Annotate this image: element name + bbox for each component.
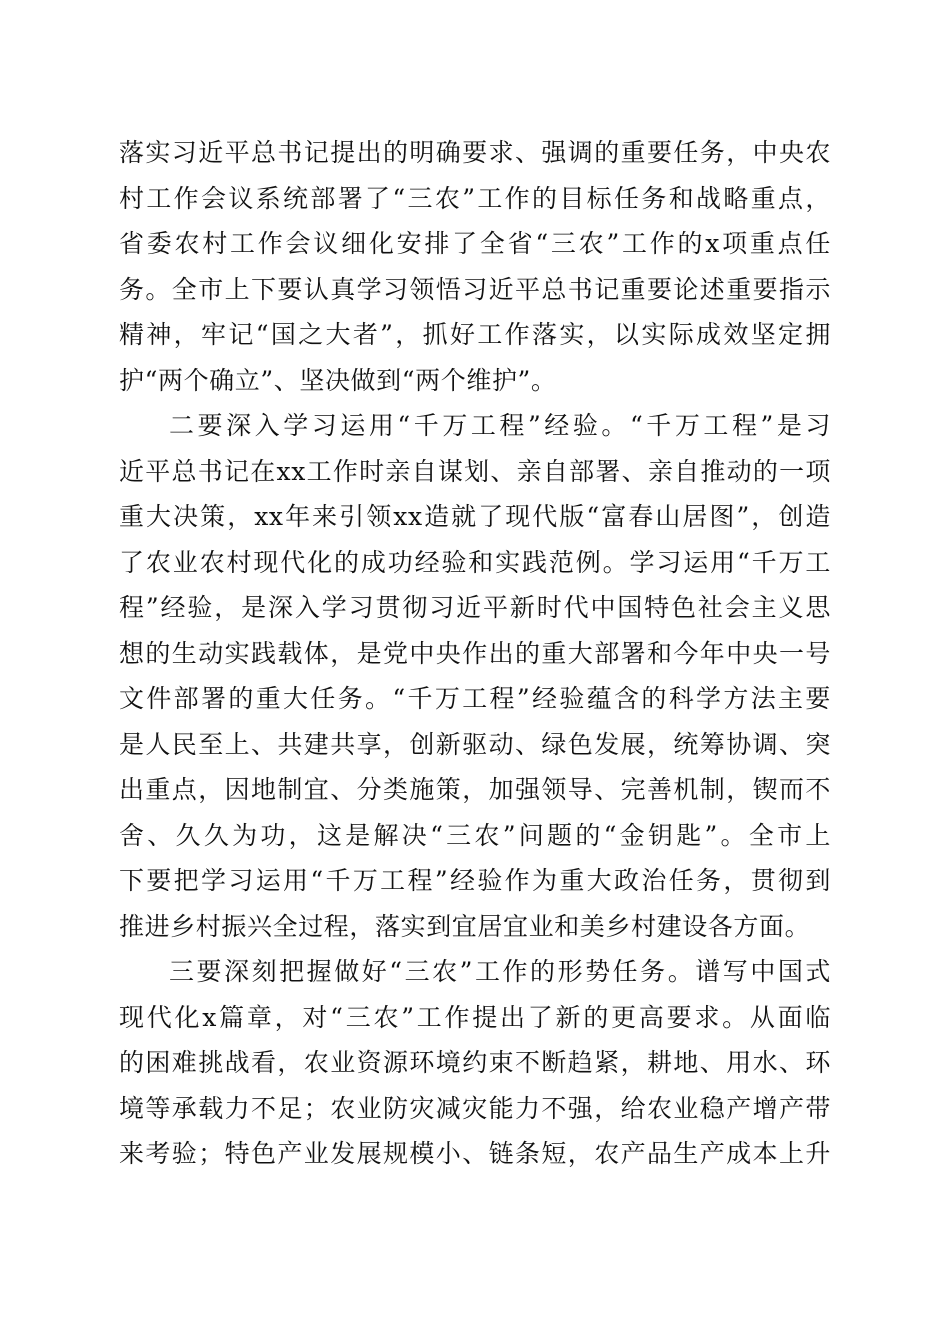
text-line: 程”经验，是深入学习贯彻习近平新时代中国特色社会主义思 bbox=[119, 593, 831, 622]
text-line: 省委农村工作会议细化安排了全省“三农”工作的x项重点任 bbox=[119, 229, 831, 258]
text-line: 来考验；特色产业发展规模小、链条短，农产品生产成本上升 bbox=[119, 1139, 831, 1168]
text-line: 了农业农村现代化的成功经验和实践范例。学习运用“千万工 bbox=[119, 547, 831, 577]
text-line: 护“两个确立”、坚决做到“两个维护”。 bbox=[119, 365, 557, 395]
text-line: 推进乡村振兴全过程，落实到宜居宜业和美乡村建设各方面。 bbox=[119, 911, 811, 941]
paragraph-start-line: 三要深刻把握做好“三农”工作的形势任务。谱写中国式 bbox=[169, 957, 831, 986]
text-line: 近平总书记在xx工作时亲自谋划、亲自部署、亲自推动的一项 bbox=[119, 456, 831, 486]
text-line: 现代化x篇章，对“三农”工作提出了新的更高要求。从面临 bbox=[119, 1002, 831, 1032]
text-line: 是人民至上、共建共享，创新驱动、绿色发展，统筹协调、突 bbox=[119, 729, 831, 759]
text-line: 出重点，因地制宜、分类施策，加强领导、完善机制，锲而不 bbox=[119, 775, 831, 804]
body-text bbox=[119, 130, 831, 1177]
text-line: 重大决策，xx年来引领xx造就了现代版“富春山居图”，创造 bbox=[119, 502, 831, 531]
text-line: 境等承载力不足；农业防灾减灾能力不强，给农业稳产增产带 bbox=[119, 1093, 831, 1123]
paragraph-start-line: 二要深入学习运用“千万工程”经验。“千万工程”是习 bbox=[169, 411, 831, 440]
text-line: 村工作会议系统部署了“三农”工作的目标任务和战略重点， bbox=[119, 183, 831, 213]
text-line: 的困难挑战看，农业资源环境约束不断趋紧，耕地、用水、环 bbox=[119, 1048, 831, 1077]
text-line: 落实习近平总书记提出的明确要求、强调的重要任务，中央农 bbox=[119, 138, 831, 167]
text-line: 精神，牢记“国之大者”，抓好工作落实，以实际成效坚定拥 bbox=[119, 320, 831, 349]
text-line: 想的生动实践载体，是党中央作出的重大部署和今年中央一号 bbox=[119, 638, 831, 668]
text-line: 文件部署的重大任务。“千万工程”经验蕴含的科学方法主要 bbox=[119, 684, 831, 713]
text-line: 舍、久久为功，这是解决“三农”问题的“金钥匙”。全市上 bbox=[119, 820, 831, 850]
text-line: 务。全市上下要认真学习领悟习近平总书记重要论述重要指示 bbox=[119, 274, 831, 304]
text-line: 下要把学习运用“千万工程”经验作为重大政治任务，贯彻到 bbox=[119, 866, 831, 895]
